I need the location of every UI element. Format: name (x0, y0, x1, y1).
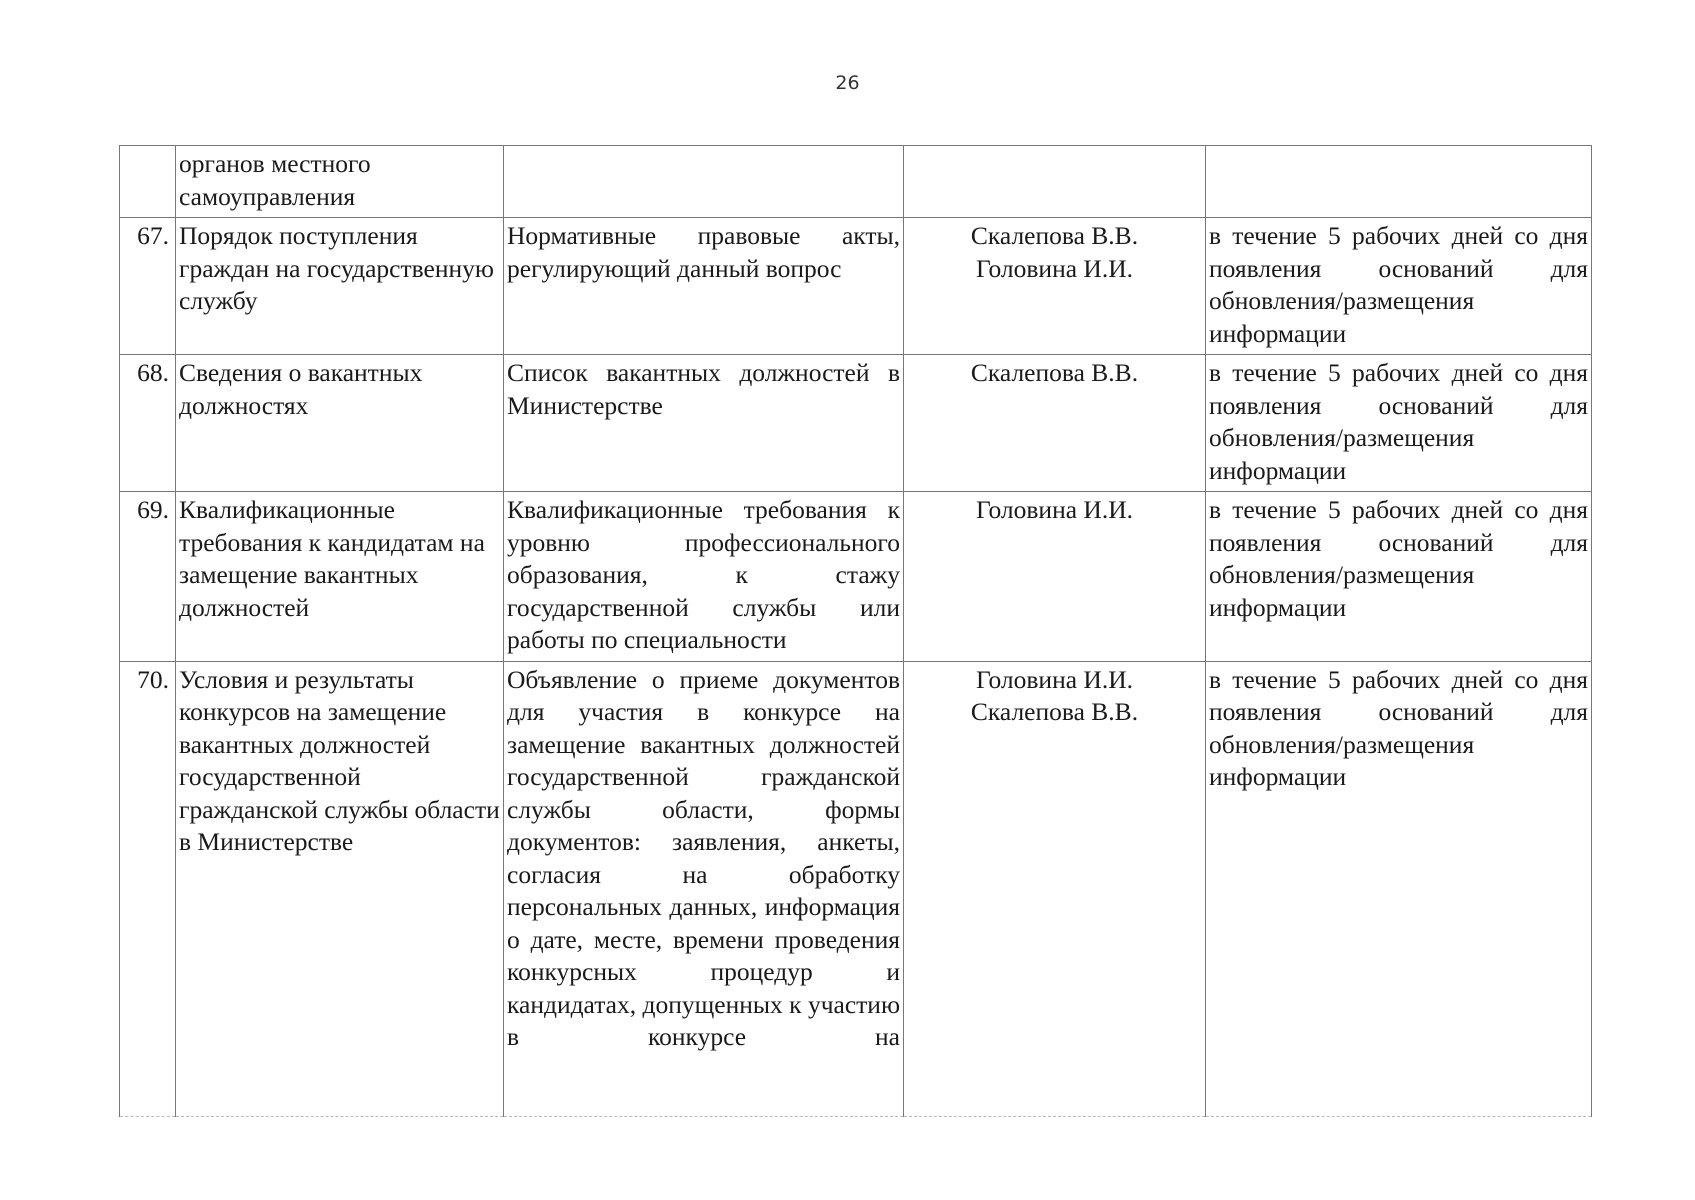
responsible-person: Скалепова В.В. (970, 221, 1139, 250)
section-name: Квалификационные требования к кандидатам на замещение вакантных должностей (176, 492, 504, 662)
section-name: органов местного самоуправления (176, 146, 504, 218)
section-name: Порядок поступления граждан на государственную службу (176, 218, 504, 355)
row-number: 70. (120, 661, 176, 1116)
row-number: 67. (120, 218, 176, 355)
document-description: Нормативные правовые акты, регулирующий данный вопрос (504, 218, 904, 355)
table-row (120, 661, 1592, 1116)
document-table (119, 145, 1592, 1117)
responsible-person: Головина И.И. (976, 253, 1133, 283)
table-row (120, 218, 1592, 355)
row-number: 68. (120, 355, 176, 492)
section-name: Условия и результаты конкурсов на замещение вакантных должностей государственной гражданской службы области в Министерстве (176, 661, 504, 1116)
update-term: в течение 5 рабочих дней со дня появления оснований для обновления/размещения информации (1206, 492, 1592, 662)
responsible-person: Скалепова В.В. (970, 358, 1139, 387)
section-name: Сведения о вакантных должностях (176, 355, 504, 492)
row-number (120, 146, 176, 218)
table-row (120, 492, 1592, 662)
update-term: в течение 5 рабочих дней со дня появления оснований для обновления/размещения информации (1206, 218, 1592, 355)
responsible-persons (904, 146, 1206, 218)
responsible-person: Головина И.И. (976, 664, 1133, 694)
document-description: Объявление о приеме документов для участия в конкурсе на замещение вакантных должностей государственной гражданской службы области, формы документов: заявления, анкеты, согласия на обработку персональных данных, информация о дате, месте, времени проведения конкурсных процедур и кандидатах, допущенных к участию в конкурсе на (504, 661, 904, 1116)
responsible-persons (904, 355, 1206, 492)
table-row (120, 146, 1592, 218)
row-number: 69. (120, 492, 176, 662)
responsible-persons (904, 218, 1206, 355)
table-row (120, 355, 1592, 492)
responsible-person: Головина И.И. (976, 495, 1133, 524)
document-description (504, 146, 904, 218)
responsible-persons (904, 492, 1206, 662)
update-term: в течение 5 рабочих дней со дня появления оснований для обновления/размещения информации (1206, 661, 1592, 1116)
responsible-persons (904, 661, 1206, 1116)
document-description: Квалификационные требования к уровню профессионального образования, к стажу государственной службы или работы по специальности (504, 492, 904, 662)
responsible-person: Скалепова В.В. (970, 697, 1139, 726)
page-number: 26 (835, 72, 860, 94)
update-term: в течение 5 рабочих дней со дня появления оснований для обновления/размещения информации (1206, 355, 1592, 492)
update-term (1206, 146, 1592, 218)
document-description: Список вакантных должностей в Министерстве (504, 355, 904, 492)
